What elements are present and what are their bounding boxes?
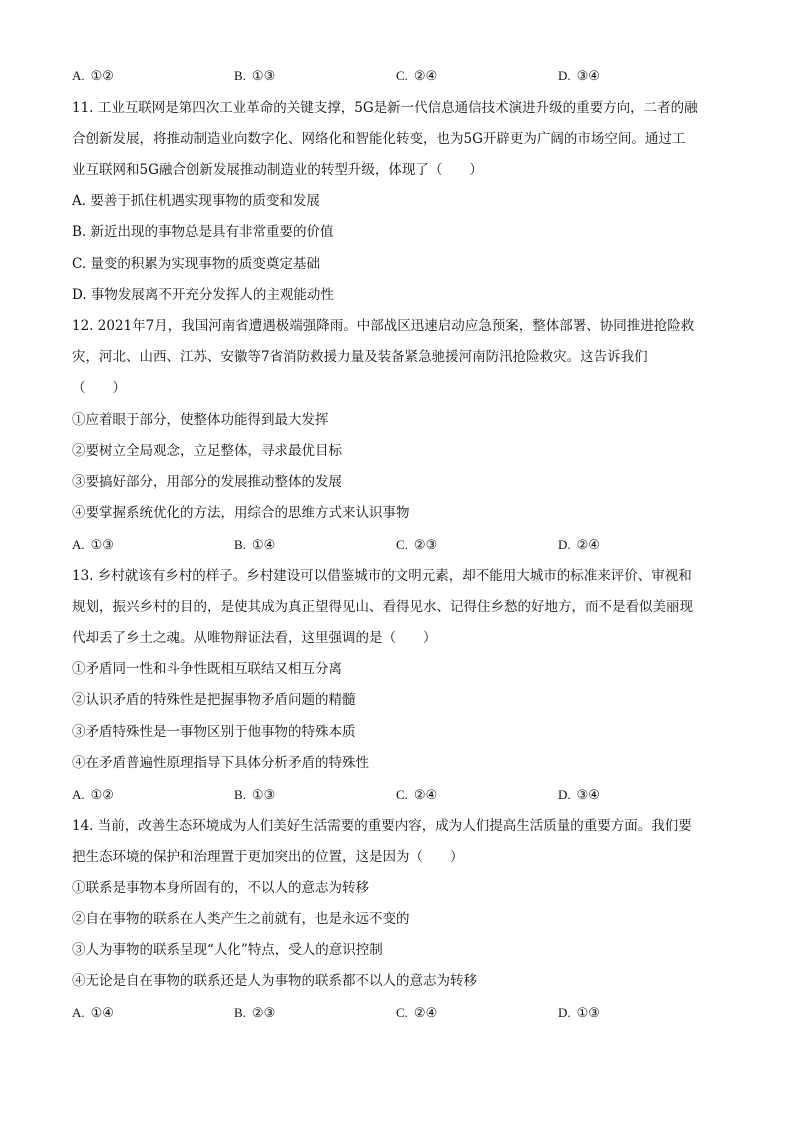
q12-option-b: B. ①④ — [234, 537, 276, 553]
q12-statement-1: ①应着眼于部分，使整体功能得到最大发挥 — [72, 412, 329, 428]
q10-option-b: B. ①③ — [234, 68, 276, 84]
q13-stem-line-1: 13. 乡村就该有乡村的样子。乡村建设可以借鉴城市的文明元素，却不能用大城市的标准来评价、审视和 — [72, 568, 692, 584]
q13-option-a: A. ①② — [72, 787, 114, 803]
q12-statement-3: ③要搞好部分，用部分的发展推动整体的发展 — [72, 474, 342, 490]
q11-choice-b: B. 新近出现的事物总是具有非常重要的价值 — [72, 224, 334, 240]
q10-option-c: C. ②④ — [396, 68, 438, 84]
q10-options — [72, 66, 722, 86]
q11-stem-line-1: 11. 工业互联网是第四次工业革命的关键支撑，5G是新一代信息通信技术演进升级的重要方向，二者的融 — [72, 100, 698, 116]
q12-stem-line-3: （ ） — [72, 380, 126, 396]
q14-statement-4: ④无论是自在事物的联系还是人为事物的联系都不以人的意志为转移 — [72, 973, 477, 989]
q13-option-b: B. ①③ — [234, 787, 276, 803]
q13-option-c: C. ②④ — [396, 787, 438, 803]
q12-option-a: A. ①③ — [72, 537, 114, 553]
q14-options — [72, 1003, 722, 1023]
q12-statement-4: ④要掌握系统优化的方法，用综合的思维方式来认识事物 — [72, 505, 410, 521]
q13-statement-1: ①矛盾同一性和斗争性既相互联结又相互分离 — [72, 661, 342, 677]
q14-option-d: D. ①③ — [558, 1005, 600, 1021]
q11-stem-line-3: 业互联网和5G融合创新发展推动制造业的转型升级，体现了（ ） — [72, 162, 483, 178]
q12-option-d: D. ②④ — [558, 537, 600, 553]
q11-stem-line-2: 合创新发展，将推动制造业向数字化、网络化和智能化转变，也为5G开辟更为广阔的市场空间。通过工 — [72, 131, 686, 147]
q11-choice-c: C. 量变的积累为实现事物的质变奠定基础 — [72, 256, 320, 272]
q13-statement-3: ③矛盾特殊性是一事物区别于他事物的特殊本质 — [72, 724, 356, 740]
q13-statement-4: ④在矛盾普遍性原理指导下具体分析矛盾的特殊性 — [72, 755, 369, 771]
q13-stem-line-3: 代却丢了乡土之魂。从唯物辩证法看，这里强调的是（ ） — [72, 630, 437, 646]
q14-stem-line-2: 把生态环境的保护和治理置于更加突出的位置，这是因为（ ） — [72, 849, 464, 865]
q12-stem-line-1: 12. 2021年7月，我国河南省遭遇极端强降雨。中部战区迅速启动应急预案，整体部署、协同推进抢险救 — [72, 318, 695, 334]
q12-options — [72, 535, 722, 555]
q14-statement-2: ②自在事物的联系在人类产生之前就有，也是永远不变的 — [72, 911, 410, 927]
q11-choice-a: A. 要善于抓住机遇实现事物的质变和发展 — [72, 193, 320, 209]
q13-stem-line-2: 规划，振兴乡村的目的，是使其成为真正望得见山、看得见水、记得住乡愁的好地方，而不是看似美丽现 — [72, 599, 693, 615]
q14-stem-line-1: 14. 当前，改善生态环境成为人们美好生活需要的重要内容，成为人们提高生活质量的重要方面。我们要 — [72, 818, 692, 834]
q12-statement-2: ②要树立全局观念，立足整体，寻求最优目标 — [72, 443, 342, 459]
q13-option-d: D. ③④ — [558, 787, 600, 803]
q14-option-c: C. ②④ — [396, 1005, 438, 1021]
q13-options — [72, 785, 722, 805]
q12-option-c: C. ②③ — [396, 537, 438, 553]
q12-stem-line-2: 灾，河北、山西、江苏、安徽等7省消防救援力量及装备紧急驰援河南防汛抢险救灾。这告诉我们 — [72, 349, 648, 365]
q10-option-a: A. ①② — [72, 68, 114, 84]
q14-statement-3: ③人为事物的联系呈现“人化”特点，受人的意识控制 — [72, 942, 383, 958]
q11-choice-d: D. 事物发展离不开充分发挥人的主观能动性 — [72, 287, 334, 303]
q13-statement-2: ②认识矛盾的特殊性是把握事物矛盾问题的精髓 — [72, 692, 356, 708]
q14-option-a: A. ①④ — [72, 1005, 114, 1021]
q14-statement-1: ①联系是事物本身所固有的，不以人的意志为转移 — [72, 880, 369, 896]
q10-option-d: D. ③④ — [558, 68, 600, 84]
q14-option-b: B. ②③ — [234, 1005, 276, 1021]
